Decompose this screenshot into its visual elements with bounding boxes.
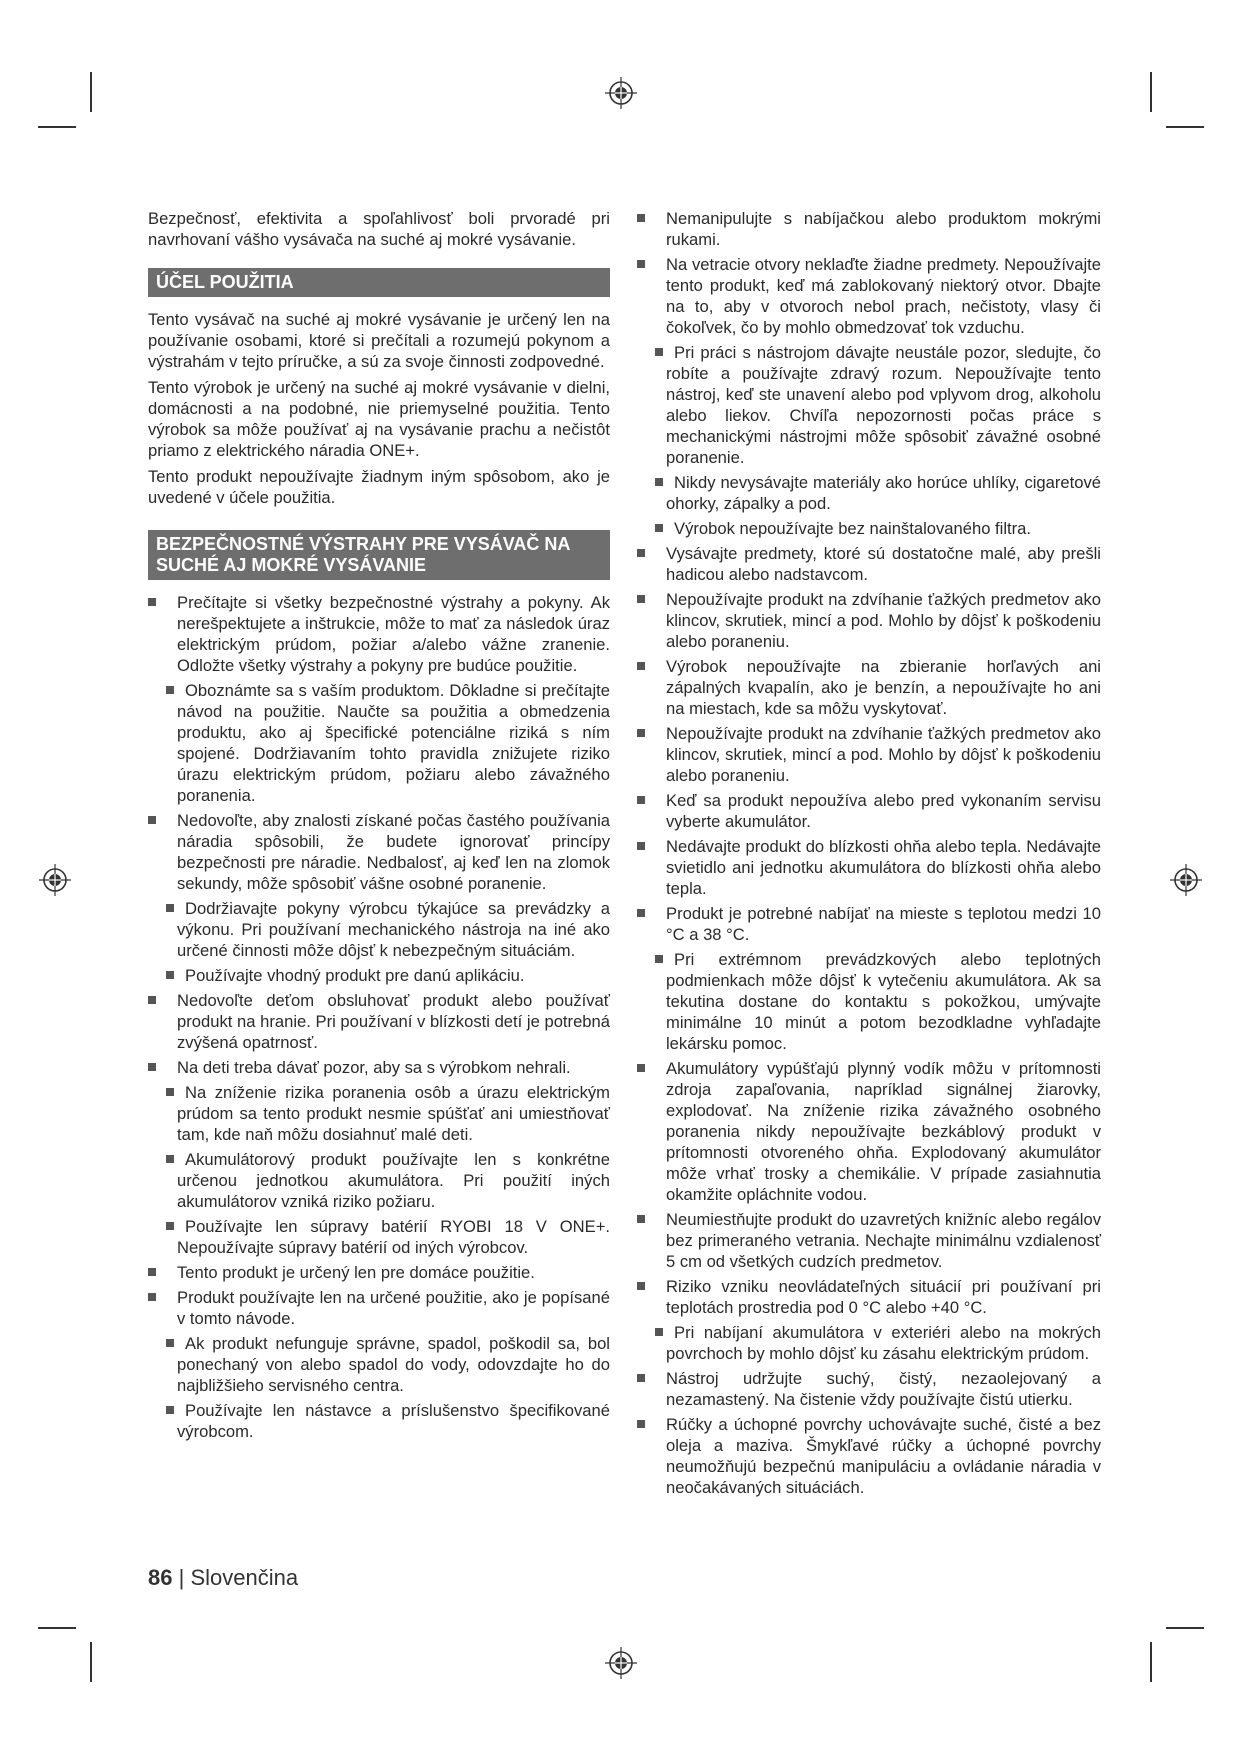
safety-item-text: Nemanipulujte s nabíjačkou alebo produktom mokrými rukami.	[666, 209, 1101, 249]
safety-item-text: Nástroj udržujte suchý, čistý, nezaolejovaný a nezamastený. Na čistenie vždy používajte čistú utierku.	[666, 1369, 1101, 1409]
purpose-paragraph-3: Tento produkt nepoužívajte žiadnym iným spôsobom, ako je uvedené v účele použitia.	[148, 467, 610, 507]
safety-item-text: Pri práci s nástrojom dávajte neustále pozor, sledujte, čo robíte a používajte zdravý rozum. Nepoužívajte tento nástroj, keď ste unavení alebo pod vplyvom drog, alkoholu alebo liekov. Chvíľa nepozornosti počas práce s mechanickými nástrojmi môže spôsobiť závažné osobné poranenie.	[666, 343, 1101, 467]
registration-mark-right-icon	[1169, 863, 1203, 897]
safety-item-text: Dodržiavajte pokyny výrobcu týkajúce sa prevádzky a výkonu. Pri používaní mechanického nástroja na iné ako určené činnosti môže dôjsť k nebezpečným situáciám.	[177, 899, 610, 960]
safety-item	[148, 1400, 610, 1442]
safety-item-text: Oboznámte sa s vaším produktom. Dôkladne si prečítajte návod na použitie. Naučte sa použitia a obmedzenia produktu, ako aj špecifické potenciálne riziká s ním spojené. Dodržiavaním tohto pravidla znižujete riziko úrazu elektrickým prúdom, požiaru alebo závažného poranenia.	[177, 681, 610, 805]
page-number: 86	[148, 1565, 173, 1590]
safety-item	[637, 1368, 1101, 1410]
bullet-square-icon	[148, 816, 156, 824]
safety-item	[637, 1276, 1101, 1318]
bullet-square-icon	[148, 598, 156, 606]
safety-item-text: Pri extrémnom prevádzkových alebo teplotných podmienkach môže dôjsť k vytečeniu akumulátora. Ak sa tekutina dostane do kontaktu s pokožkou, umývajte minimálne 10 minút a potom bezodkladne vyhľadajte lekársku pomoc.	[666, 950, 1101, 1053]
bullet-square-icon	[166, 1406, 174, 1414]
left-column	[148, 208, 610, 1446]
section-heading-safety-line2: SUCHÉ AJ MOKRÉ VYSÁVANIE	[156, 555, 427, 575]
crop-mark-tr-v	[1150, 72, 1152, 112]
safety-item-text: Nepoužívajte produkt na zdvíhanie ťažkých predmetov ako klincov, skrutiek, mincí a pod. Mohlo by dôjsť k poškodeniu alebo poraneniu.	[666, 724, 1101, 785]
bullet-square-icon	[655, 348, 663, 356]
safety-item	[148, 1082, 610, 1145]
section-heading-safety	[148, 530, 610, 580]
safety-item-text: Nedávajte produkt do blízkosti ohňa alebo tepla. Nedávajte svietidlo ani jednotku akumulátora do blízkosti ohňa alebo tepla.	[666, 837, 1101, 898]
safety-item	[148, 1149, 610, 1212]
crop-mark-br-v	[1150, 1642, 1152, 1682]
safety-item	[637, 1322, 1101, 1364]
safety-item-text: Produkt používajte len na určené použitie, ako je popísané v tomto návode.	[177, 1288, 610, 1328]
safety-item	[637, 589, 1101, 652]
bullet-square-icon	[655, 955, 663, 963]
purpose-paragraph-2: Tento výrobok je určený na suché aj mokré vysávanie v dielni, domácnosti a na podobné, nie priemyselné použitia. Tento výrobok sa môže používať aj na vysávanie prachu a nečistôt priamo z elektrického náradia ONE+.	[148, 378, 610, 460]
bullet-square-icon	[637, 662, 645, 670]
bullet-square-icon	[637, 1215, 645, 1223]
purpose-paragraph-1: Tento vysávač na suché aj mokré vysávanie je určený len na používanie osobami, ktoré si prečítali a rozumejú pokynom a výstrahám v tejto príručke, a sú za svoje činnosti zodpovedné.	[148, 310, 610, 371]
safety-item	[637, 656, 1101, 719]
crop-mark-bl-v	[90, 1642, 92, 1682]
bullet-square-icon	[637, 549, 645, 557]
safety-item	[148, 1287, 610, 1329]
safety-item	[148, 990, 610, 1053]
safety-item-text: Na vetracie otvory neklaďte žiadne predmety. Nepoužívajte tento produkt, keď má zablokovaný niektorý otvor. Dbajte na to, aby v otvoroch nebol prach, nečistoty, vlasy či čokoľvek, čo by mohlo obmedzovať tok vzduchu.	[666, 255, 1101, 337]
bullet-square-icon	[637, 1064, 645, 1072]
safety-item-text: Nedovoľte, aby znalosti získané počas častého používania náradia spôsobili, že budete ignorovať princípy bezpečnosti pre náradie. Nedbalosť, aj keď len na zlomok sekundy, môže spôsobiť vášne osobné poranenie.	[177, 811, 610, 893]
intro-paragraph: Bezpečnosť, efektivita a spoľahlivosť boli prvoradé pri navrhovaní vášho vysávača na suché aj mokré vysávanie.	[148, 209, 610, 249]
bullet-square-icon	[166, 686, 174, 694]
section-heading-purpose-text: ÚČEL POUŽITIA	[156, 272, 294, 292]
bullet-square-icon	[637, 842, 645, 850]
bullet-square-icon	[637, 1420, 645, 1428]
bullet-square-icon	[637, 1282, 645, 1290]
safety-item	[637, 836, 1101, 899]
bullet-square-icon	[655, 1328, 663, 1336]
safety-item	[637, 903, 1101, 945]
bullet-square-icon	[148, 1293, 156, 1301]
safety-item-text: Akumulátory vypúšťajú plynný vodík môžu v prítomnosti zdroja zapaľovania, napríklad signálnej žiarovky, explodovať. Na zníženie rizika závažného osobného poranenia nikdy nepoužívajte bezkáblový produkt v prítomnosti otvoreného ohňa. Explodovaný akumulátor môže vrhať trosky a chemikálie. V prípade zasiahnutia okamžite opláchnite vodou.	[666, 1059, 1101, 1204]
registration-mark-left-icon	[38, 863, 72, 897]
safety-item-text: Na zníženie rizika poranenia osôb a úrazu elektrickým prúdom sa tento produkt nesmie spúšťať ani umiestňovať tam, kde naň môžu dosiahnuť malé deti.	[177, 1083, 610, 1144]
bullet-square-icon	[637, 595, 645, 603]
safety-item-text: Výrobok nepoužívajte bez nainštalovaného filtra.	[674, 519, 1031, 538]
right-column	[637, 208, 1101, 1502]
safety-item	[637, 543, 1101, 585]
safety-item	[148, 1057, 610, 1078]
bullet-square-icon	[637, 1374, 645, 1382]
safety-item	[637, 790, 1101, 832]
safety-item	[148, 592, 610, 676]
bullet-square-icon	[637, 796, 645, 804]
safety-item	[637, 518, 1101, 539]
bullet-square-icon	[637, 729, 645, 737]
safety-item	[637, 472, 1101, 514]
bullet-square-icon	[148, 1063, 156, 1071]
page-footer	[148, 1565, 298, 1591]
safety-item-text: Akumulátorový produkt používajte len s konkrétne určenou jednotkou akumulátora. Pri použití iných akumulátorov vzniká riziko požiaru.	[177, 1150, 610, 1211]
section-heading-safety-line1: BEZPEČNOSTNÉ VÝSTRAHY PRE VYSÁVAČ NA	[156, 534, 571, 554]
safety-item	[148, 1262, 610, 1283]
bullet-square-icon	[166, 1088, 174, 1096]
safety-item-text: Nedovoľte deťom obsluhovať produkt alebo používať produkt na hranie. Pri používaní v blízkosti detí je potrebná zvýšená opatrnosť.	[177, 991, 610, 1052]
safety-item-text: Rúčky a úchopné povrchy uchovávajte suché, čisté a bez oleja a maziva. Šmykľavé rúčky a úchopné povrchy neumožňujú bezpečnú manipuláciu a ovládanie náradia v neočakávaných situáciách.	[666, 1415, 1101, 1497]
crop-mark-tl-h	[38, 126, 76, 128]
bullet-square-icon	[637, 909, 645, 917]
safety-item	[148, 1216, 610, 1258]
crop-mark-tr-h	[1166, 126, 1204, 128]
safety-item-text: Používajte vhodný produkt pre danú aplikáciu.	[185, 966, 525, 985]
safety-item-text: Na deti treba dávať pozor, aby sa s výrobkom nehrali.	[177, 1058, 571, 1077]
safety-item	[148, 680, 610, 806]
safety-item	[637, 949, 1101, 1054]
safety-item-text: Nikdy nevysávajte materiály ako horúce uhlíky, cigaretové ohorky, zápalky a pod.	[666, 473, 1101, 513]
section-heading-purpose	[148, 268, 610, 297]
bullet-square-icon	[637, 214, 645, 222]
safety-item	[637, 208, 1101, 250]
bullet-square-icon	[148, 996, 156, 1004]
safety-item-text: Prečítajte si všetky bezpečnostné výstrahy a pokyny. Ak nerešpektujete a inštrukcie, môže to mať za následok úraz elektrickým prúdom, požiar a/alebo vážne zranenie. Odložte všetky výstrahy a pokyny pre budúce použitie.	[177, 593, 610, 675]
safety-item	[637, 723, 1101, 786]
bullet-square-icon	[148, 1268, 156, 1276]
safety-item	[148, 810, 610, 894]
bullet-square-icon	[637, 260, 645, 268]
safety-item-text: Ak produkt nefunguje správne, spadol, poškodil sa, bol ponechaný von alebo spadol do vody, odovzdajte ho do najbližšieho servisného centra.	[177, 1334, 610, 1395]
safety-item	[637, 1209, 1101, 1272]
safety-item-text: Nepoužívajte produkt na zdvíhanie ťažkých predmetov ako klincov, skrutiek, mincí a pod. Mohlo by dôjsť k poškodeniu alebo poraneniu.	[666, 590, 1101, 651]
crop-mark-br-h	[1166, 1627, 1204, 1629]
safety-item	[637, 1058, 1101, 1205]
safety-item	[637, 254, 1101, 338]
footer-language: Slovenčina	[190, 1565, 299, 1590]
safety-item-text: Keď sa produkt nepoužíva alebo pred vykonaním servisu vyberte akumulátor.	[666, 791, 1101, 831]
safety-item-text: Pri nabíjaní akumulátora v exteriéri alebo na mokrých povrchoch by mohlo dôjsť ku zásahu elektrickým prúdom.	[666, 1323, 1101, 1363]
bullet-square-icon	[166, 1339, 174, 1347]
safety-list-left	[148, 592, 610, 1442]
safety-item-text: Neumiestňujte produkt do uzavretých knižníc alebo regálov bez primeraného vetrania. Nechajte minimálnu vzdialenosť 5 cm od všetkých cudzích predmetov.	[666, 1210, 1101, 1271]
safety-item	[148, 965, 610, 986]
registration-mark-bottom-icon	[604, 1646, 638, 1680]
crop-mark-bl-h	[38, 1627, 76, 1629]
footer-separator: |	[178, 1565, 185, 1590]
safety-item-text: Produkt je potrebné nabíjať na mieste s teplotou medzi 10 °C a 38 °C.	[666, 904, 1101, 944]
safety-item-text: Riziko vzniku neovládateľných situácií pri používaní pri teplotách prostredia pod 0 °C alebo +40 °C.	[666, 1277, 1101, 1317]
bullet-square-icon	[655, 478, 663, 486]
bullet-square-icon	[166, 1155, 174, 1163]
safety-item	[148, 898, 610, 961]
bullet-square-icon	[166, 1222, 174, 1230]
safety-item	[637, 342, 1101, 468]
bullet-square-icon	[166, 971, 174, 979]
safety-item	[148, 1333, 610, 1396]
bullet-square-icon	[166, 904, 174, 912]
safety-item-text: Používajte len súpravy batérií RYOBI 18 V ONE+. Nepoužívajte súpravy batérií od iných výrobcov.	[177, 1217, 610, 1257]
safety-item-text: Tento produkt je určený len pre domáce použitie.	[177, 1263, 535, 1282]
bullet-square-icon	[655, 524, 663, 532]
safety-item-text: Vysávajte predmety, ktoré sú dostatočne malé, aby prešli hadicou alebo nadstavcom.	[666, 544, 1101, 584]
safety-item-text: Výrobok nepoužívajte na zbieranie horľavých ani zápalných kvapalín, ako je benzín, a nepoužívajte ho ani na miestach, kde sa môžu vyskytovať.	[666, 657, 1101, 718]
safety-item-text: Používajte len nástavce a príslušenstvo špecifikované výrobcom.	[177, 1401, 610, 1441]
registration-mark-top-icon	[604, 76, 638, 110]
safety-item	[637, 1414, 1101, 1498]
safety-list-right	[637, 208, 1101, 1498]
crop-mark-tl-v	[90, 72, 92, 112]
